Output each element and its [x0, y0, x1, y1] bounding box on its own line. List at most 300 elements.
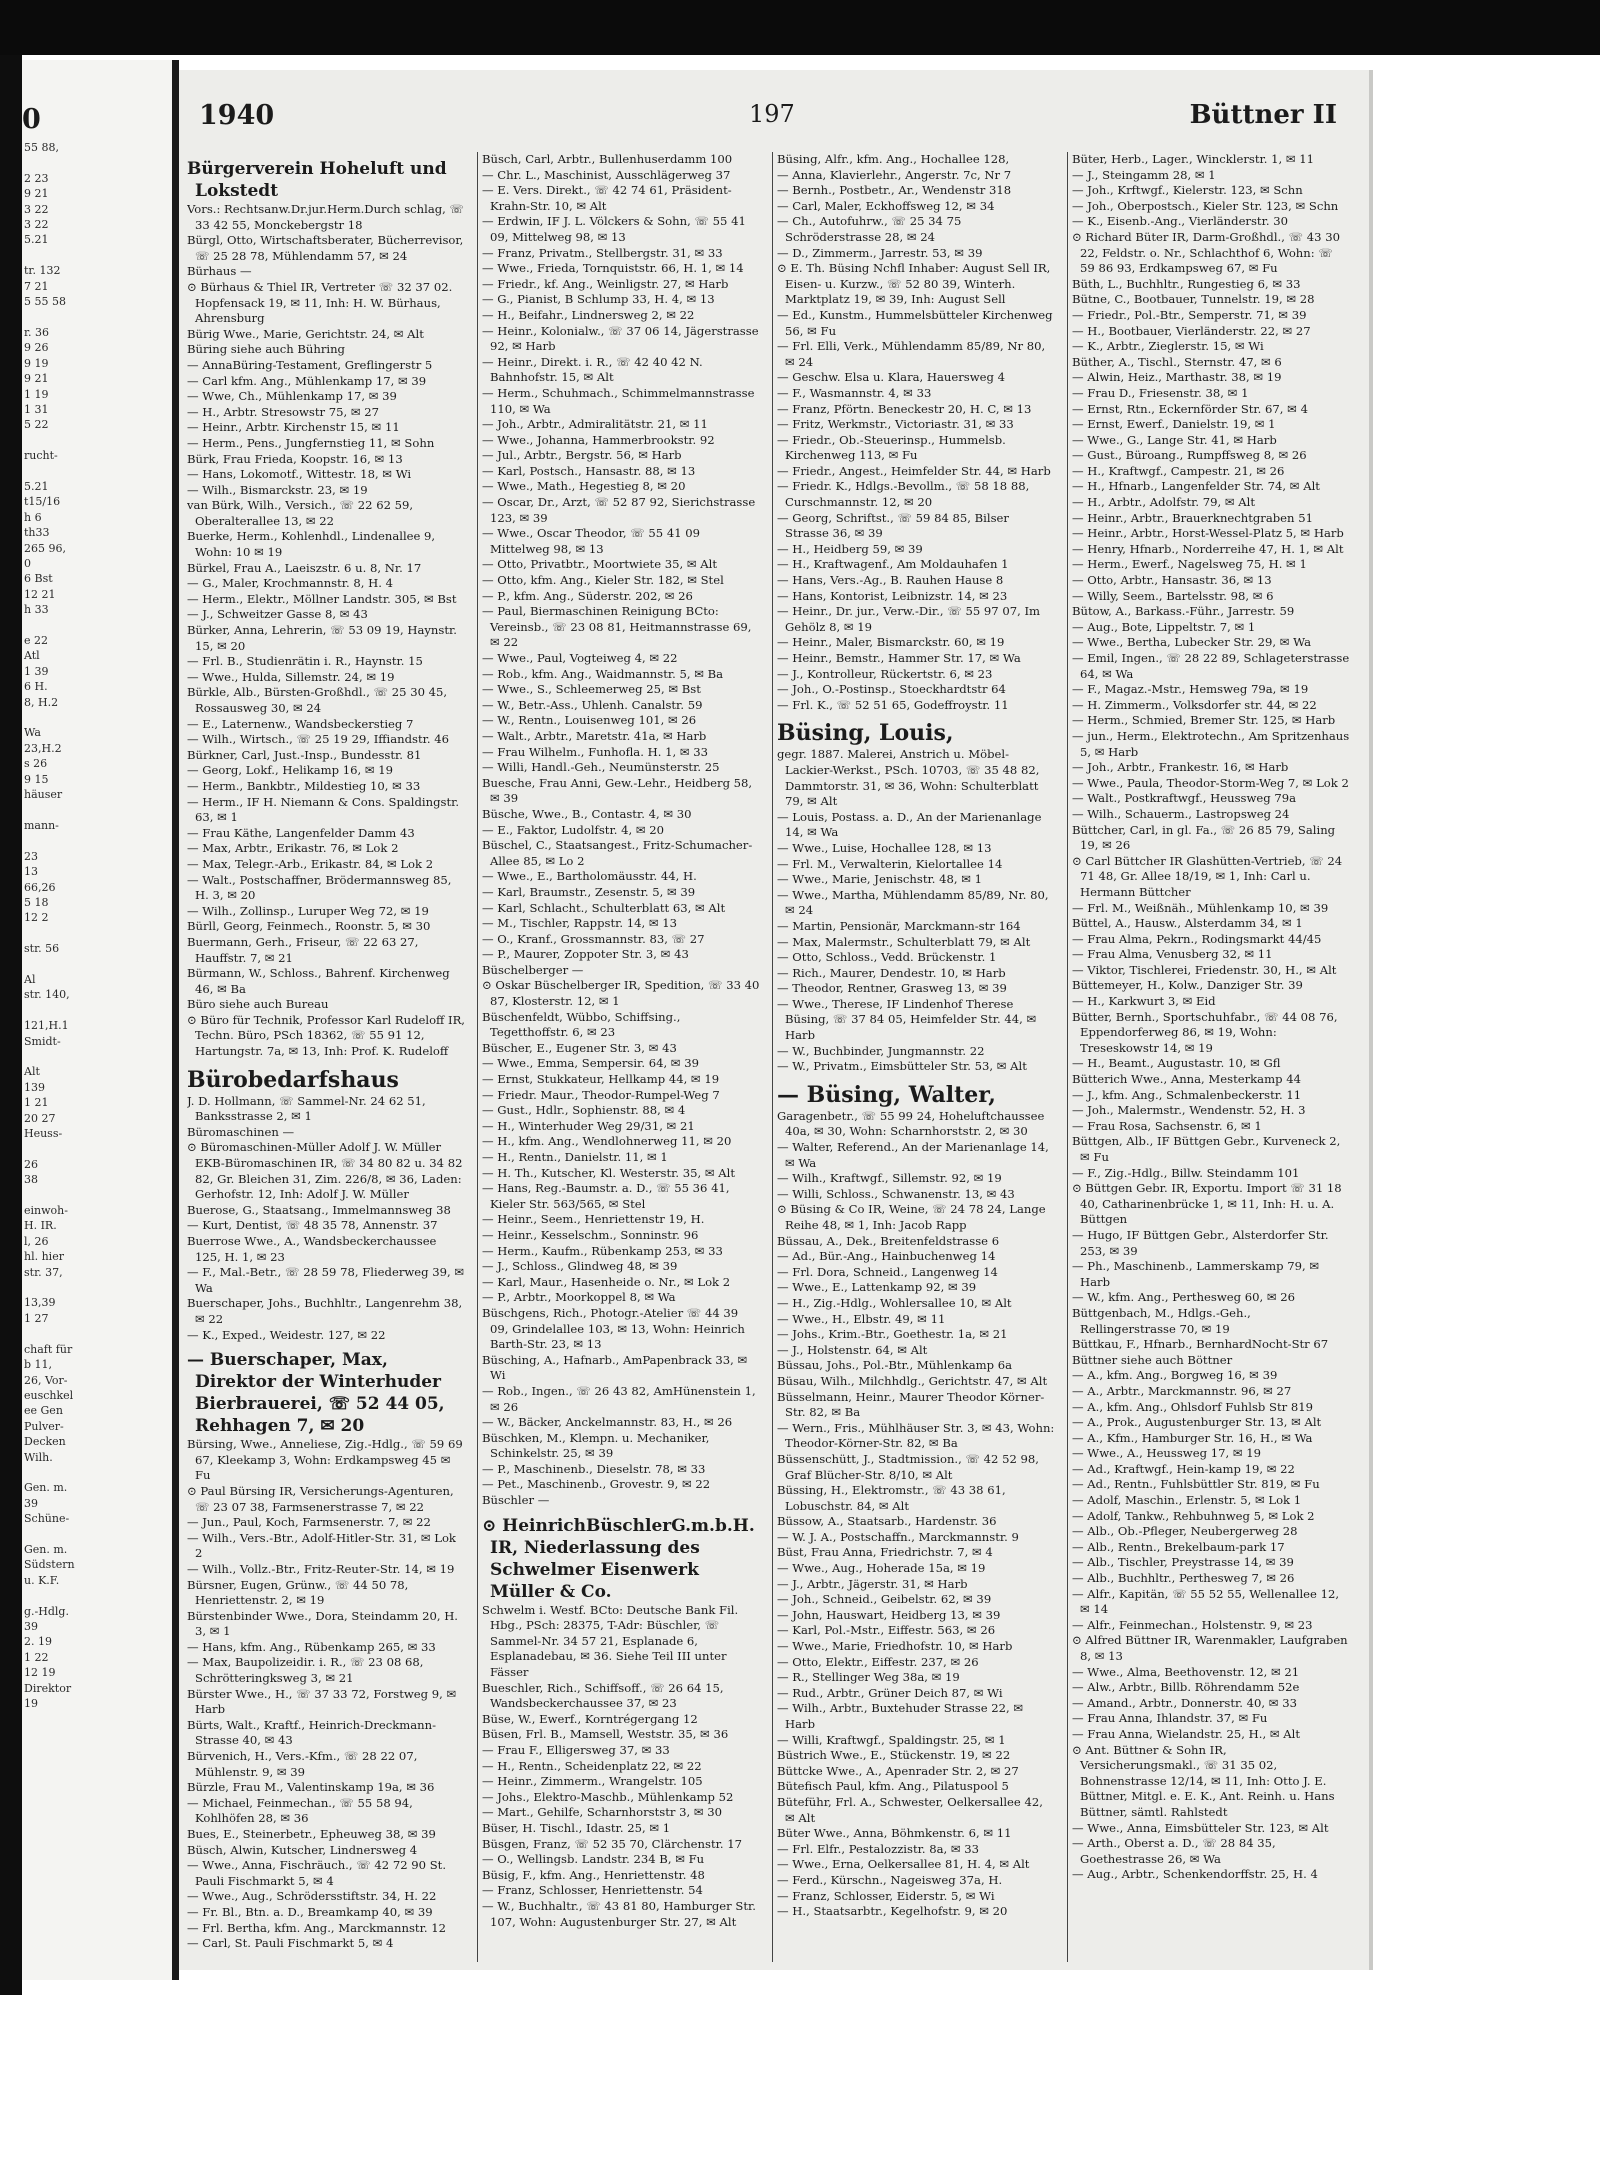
directory-entry: Büschel, C., Staatsangest., Fritz-Schumacher-Allee 85, ✉ Lo 2: [482, 838, 753, 868]
directory-entry: — H., Bootbauer, Vierländerstr. 22, ✉ 27: [1072, 323, 1311, 338]
previous-page-fragment: 9 19: [24, 356, 49, 370]
directory-entry: — Wilh., Wirtsch., ☏ 25 19 29, Iffiandstr. 46: [187, 732, 450, 747]
column-2: [482, 152, 760, 1962]
directory-entry: — Alb., Buchhltr., Perthesweg 7, ✉ 26: [1072, 1571, 1295, 1586]
directory-entry: — Arth., Oberst a. D., ☏ 28 84 35, Goethestrasse 26, ✉ Wa: [1072, 1836, 1276, 1866]
directory-entry: Büstrich Wwe., E., Stückenstr. 19, ✉ 22: [777, 1748, 1011, 1763]
previous-page-fragment: r. 36: [24, 325, 50, 339]
previous-page-fragment: 9 26: [24, 341, 49, 355]
previous-page-fragment: [22, 957, 172, 972]
directory-entry: — Friedr., Ob.-Steuerinsp., Hummelsb. Kirchenweg 113, ✉ Fu: [777, 432, 1006, 463]
previous-page-fragment: [22, 309, 172, 324]
directory-entry: — Rud., Arbtr., Grüner Deich 87, ✉ Wi: [777, 1685, 1003, 1700]
directory-entry: — W., Buchhaltr., ☏ 43 81 80, Hamburger Str. 107, Wohn: Augustenburger Str. 27, ✉ Alt: [482, 1898, 756, 1929]
directory-entry: ⊙ E. Th. Büsing Nchfl Inhaber: August Sell IR, Eisen- u. Kurzw., ☏ 52 80 39, Winterh. Marktplatz 19, ✉ 39, Inh: August Sell: [777, 261, 1051, 307]
directory-entry: — Frl. K., ☏ 52 51 65, Godeffroystr. 11: [777, 697, 1009, 712]
directory-entry: — Wwe., S., Schleemerweg 25, ✉ Bst: [482, 682, 701, 697]
directory-entry: — Alwin, Heiz., Marthastr. 38, ✉ 19: [1072, 370, 1282, 385]
directory-entry: — Wilh., Vers.-Btr., Adolf-Hitler-Str. 31, ✉ Lok 2: [187, 1530, 456, 1561]
directory-entry: — Wwe., Math., Hegestieg 8, ✉ 20: [482, 479, 686, 494]
directory-entry: ⊙ Ant. Büttner & Sohn IR, Versicherungsmakl., ☏ 31 35 02, Bohnenstrasse 12/14, ✉ 11, Inh: Otto J. E. Büttner, Mitgl. e. E. K., Ant. Reinh. u. Hans Büttner, sämtl. Rahlstedt: [1072, 1742, 1335, 1819]
directory-entry: ⊙ Büro für Technik, Professor Karl Rudeloff IR, Techn. Büro, PSch 18362, ☏ 55 91 12, Hartungstr. 7a, ✉ 13, Inh: Prof. K. Rudeloff: [187, 1012, 465, 1059]
directory-entry: — Karl, Postsch., Hansastr. 88, ✉ 13: [482, 463, 696, 478]
directory-entry: Büth, L., Buchhltr., Rungestieg 6, ✉ 33: [1072, 276, 1301, 291]
directory-entry: — Wilh., Zollinsp., Luruper Weg 72, ✉ 19: [187, 903, 429, 918]
previous-page-fragment: Atl: [24, 649, 40, 663]
directory-entry: — Franz, Schlosser, Eiderstr. 5, ✉ Wi: [777, 1888, 995, 1903]
directory-entry: — Hans, Kontorist, Leibnizstr. 14, ✉ 23: [777, 588, 1008, 603]
previous-page-fragment: t15/16: [24, 495, 61, 509]
directory-entry: Büsing, Alfr., kfm. Ang., Hochallee 128,: [777, 152, 1010, 166]
directory-entry: — K., Exped., Weidestr. 127, ✉ 22: [187, 1327, 386, 1342]
directory-entry: — H., Heidberg 59, ✉ 39: [777, 541, 923, 556]
directory-entry: Buerrose Wwe., A., Wandsbeckerchaussee 125, H. 1, ✉ 23: [187, 1234, 437, 1264]
previous-page-fragment: [22, 433, 172, 448]
directory-entry: ⊙ Carl Büttcher IR Glashütten-Vertrieb, ☏ 24 71 48, Gr. Allee 18/19, ✉ 1, Inh: Carl u. Hermann Büttcher: [1072, 853, 1343, 899]
directory-entry: Bürsner, Eugen, Grünw., ☏ 44 50 78, Henriettenstr. 2, ✉ 19: [187, 1577, 409, 1608]
directory-entry: Buerose, G., Staatsang., Immelmannsweg 38: [187, 1202, 451, 1217]
directory-entry: Büschken, M., Klempn. u. Mechaniker, Schinkelstr. 25, ✉ 39: [482, 1430, 710, 1461]
directory-entry: Büssow, A., Staatsarb., Hardenstr. 36: [777, 1514, 997, 1529]
directory-entry: — Heinr., Kolonialw., ☏ 37 06 14, Jägerstrasse 92, ✉ Harb: [482, 323, 759, 354]
directory-entry: — Walter, Referend., An der Marienanlage 14, ✉ Wa: [777, 1140, 1049, 1170]
directory-entry: Bürig Wwe., Marie, Gerichtstr. 24, ✉ Alt: [187, 326, 424, 341]
directory-entry: — Frau Alma, Pekrn., Rodingsmarkt 44/45: [1072, 931, 1322, 946]
previous-page-fragment: [22, 833, 172, 848]
directory-entry: Büsching, A., Hafnarb., AmPapenbrack 33, ✉ Wi: [482, 1352, 748, 1383]
directory-entry: — Wern., Fris., Mühlhäuser Str. 3, ✉ 43, Wohn: Theodor-Körner-Str. 82, ✉ Ba: [777, 1420, 1055, 1451]
directory-entry: — Carl kfm. Ang., Mühlenkamp 17, ✉ 39: [187, 373, 427, 388]
previous-page-fragment: [22, 1326, 172, 1341]
previous-page-fragment: 265 96,: [24, 541, 66, 555]
directory-columns: [187, 152, 1357, 1962]
directory-entry: Bürmann, W., Schloss., Bahrenf. Kirchenweg 46, ✉ Ba: [187, 966, 450, 996]
previous-page-fragment: [22, 248, 172, 263]
directory-entry: — Pet., Maschinenb., Grovestr. 9, ✉ 22: [482, 1477, 711, 1492]
directory-entry: — Wilh., Schauerm., Lastropsweg 24: [1072, 806, 1290, 821]
previous-page-year: 0: [22, 104, 41, 135]
directory-entry: — Bernh., Postbetr., Ar., Wendenstr 318: [777, 183, 1012, 198]
directory-entry: Bürobedarfshaus: [187, 1066, 399, 1093]
previous-page-fragment: Smidt-: [24, 1034, 61, 1048]
directory-entry: — Oscar, Dr., Arzt, ☏ 52 87 92, Sierichstrasse 123, ✉ 39: [482, 495, 756, 525]
directory-entry: Büttcke Wwe., A., Apenrader Str. 2, ✉ 27: [777, 1763, 1019, 1778]
previous-page-fragment: Alt: [24, 1065, 40, 1079]
directory-entry: Büse, W., Ewerf., Korntrégergang 12: [482, 1711, 698, 1726]
directory-entry: — Heinr., Bemstr., Hammer Str. 17, ✉ Wa: [777, 651, 1021, 665]
directory-entry: — E., Laternenw., Wandsbeckerstieg 7: [187, 716, 414, 731]
directory-entry: — Heinr., Kesselschm., Sonninstr. 96: [482, 1227, 699, 1242]
directory-entry: — P., Arbtr., Moorkoppel 8, ✉ Wa: [482, 1290, 676, 1305]
directory-entry: — G., Maler, Krochmannstr. 8, H. 4: [187, 576, 394, 591]
scanner-left-band: [0, 55, 22, 1995]
directory-entry: — Frau Anna, Wielandstr. 25, H., ✉ Alt: [1072, 1726, 1300, 1741]
previous-page-fragment: chaft für: [24, 1342, 73, 1356]
directory-entry: Bütterich Wwe., Anna, Mesterkamp 44: [1072, 1072, 1301, 1087]
directory-entry: — Alb., Ob.-Pfleger, Neubergerweg 28: [1072, 1524, 1298, 1539]
directory-entry: Büro siehe auch Bureau: [187, 997, 329, 1012]
directory-entry: — H., Beifahr., Lindnersweg 2, ✉ 22: [482, 307, 695, 322]
directory-entry: — Franz, Schlosser, Henriettenstr. 54: [482, 1883, 703, 1898]
directory-entry: — Wwe., E., Bartholomäusstr. 44, H.: [482, 869, 697, 884]
directory-entry: — Fr. Bl., Btn. a. D., Breamkamp 40, ✉ 39: [187, 1904, 433, 1919]
directory-entry: — Joh., Schneid., Geibelstr. 62, ✉ 39: [777, 1592, 992, 1607]
directory-entry: — Alfr., Feinmechan., Holstenstr. 9, ✉ 23: [1072, 1617, 1313, 1632]
directory-entry: — Hugo, IF Büttgen Gebr., Alsterdorfer Str. 253, ✉ 39: [1072, 1227, 1329, 1258]
directory-entry: Büther, A., Tischl., Sternstr. 47, ✉ 6: [1072, 354, 1282, 369]
directory-entry: — Herm., Pens., Jungfernstieg 11, ✉ Sohn: [187, 435, 435, 450]
page-number: 197: [749, 100, 795, 128]
directory-entry: — Michael, Feinmechan., ☏ 55 58 94, Kohlhöfen 28, ✉ 36: [187, 1795, 413, 1826]
directory-entry: — Frau Käthe, Langenfelder Damm 43: [187, 825, 415, 840]
directory-entry: — Carl, St. Pauli Fischmarkt 5, ✉ 4: [187, 1936, 394, 1951]
directory-entry: Büttgen, Alb., IF Büttgen Gebr., Kurveneck 2, ✉ Fu: [1072, 1134, 1341, 1164]
directory-entry: Büssau, A., Dek., Breitenfeldstrasse 6: [777, 1233, 1000, 1248]
directory-entry: — Wwe., Bertha, Lubecker Str. 29, ✉ Wa: [1072, 635, 1312, 650]
directory-entry: — Hans, Vers.-Ag., B. Rauhen Hause 8: [777, 573, 1004, 588]
directory-entry: — H., Rentn., Scheidenplatz 22, ✉ 22: [482, 1758, 702, 1773]
directory-entry: — Wwe., Erna, Oelkersallee 81, H. 4, ✉ Alt: [777, 1857, 1030, 1872]
directory-entry: Büsselmann, Heinr., Maurer Theodor Körner-Str. 82, ✉ Ba: [777, 1389, 1045, 1420]
directory-entry: — Georg, Lokf., Helikamp 16, ✉ 19: [187, 763, 394, 778]
directory-entry: Büring siehe auch Bühring: [187, 342, 345, 357]
directory-entry: — Wwe., Johanna, Hammerbrookstr. 92: [482, 432, 715, 447]
directory-entry: — Ernst, Ewerf., Danielstr. 19, ✉ 1: [1072, 417, 1276, 432]
directory-entry: — Karl, Pol.-Mstr., Eiffestr. 563, ✉ 26: [777, 1623, 996, 1638]
directory-entry: — Frau Alma, Venusberg 32, ✉ 11: [1072, 947, 1273, 962]
directory-entry: — Wwe., Aug., Hoherade 15a, ✉ 19: [777, 1561, 986, 1576]
directory-entry: ⊙ Paul Bürsing IR, Versicherungs-Agenturen, ☏ 23 07 38, Farmsenerstrasse 7, ✉ 22: [187, 1483, 454, 1514]
previous-page-fragment: 39: [24, 1496, 38, 1510]
directory-entry: — Karl, Maur., Hasenheide o. Nr., ✉ Lok 2: [482, 1274, 731, 1289]
directory-entry: — Alb., Tischler, Preystrasse 14, ✉ 39: [1072, 1555, 1294, 1570]
directory-entry: — Wwe., Martha, Mühlendamm 85/89, Nr. 80, ✉ 24: [777, 887, 1049, 918]
directory-entry: Büssenschütt, J., Stadtmission., ☏ 42 52 98, Graf Blücher-Str. 8/10, ✉ Alt: [777, 1451, 1039, 1482]
running-head: Büttner II: [1189, 100, 1337, 130]
previous-page-fragment: 19: [24, 1697, 38, 1711]
previous-page-fragment: str. 37,: [24, 1265, 63, 1279]
directory-entry: Vors.: Rechtsanw.Dr.jur.Herm.Durch schlag, ☏ 33 42 55, Monckebergstr 18: [187, 202, 465, 232]
previous-page-fragment: 2 23: [24, 171, 49, 185]
directory-entry: Büst, Frau Anna, Friedrichstr. 7, ✉ 4: [777, 1545, 993, 1560]
directory-entry: — H. Zimmerm., Volksdorfer str. 44, ✉ 22: [1072, 697, 1317, 712]
previous-page-fragment: h 6: [24, 510, 42, 524]
directory-entry: — Joh., O.-Postinsp., Stoeckhardtstr 64: [777, 682, 1006, 697]
directory-entry: — Wwe., Anna, Eimsbütteler Str. 123, ✉ Alt: [1072, 1820, 1329, 1835]
directory-entry: — Wwe., Aug., Schrödersstiftstr. 34, H. 22: [187, 1889, 437, 1904]
previous-page-fragment: 5 18: [24, 895, 49, 909]
column-1: [187, 152, 465, 1962]
previous-page-fragment: tr. 132: [24, 264, 61, 278]
directory-entry: — Wwe., Paul, Vogteiweg 4, ✉ 22: [482, 651, 678, 665]
directory-entry: — Herm., Kaufm., Rübenkamp 253, ✉ 33: [482, 1243, 723, 1258]
directory-entry: — Wwe., Luise, Hochallee 128, ✉ 13: [777, 840, 992, 855]
directory-entry: Büsig, F., kfm. Ang., Henriettenstr. 48: [482, 1867, 705, 1882]
directory-entry: — H., Staatsarbtr., Kegelhofstr. 9, ✉ 20: [777, 1904, 1008, 1919]
book-gutter: [172, 60, 179, 1980]
previous-page-fragment: [22, 710, 172, 725]
previous-page-fragment: mann-: [24, 818, 59, 832]
directory-entry: Bürstenbinder Wwe., Dora, Steindamm 20, H. 3, ✉ 1: [187, 1608, 458, 1639]
directory-entry: — Johs., Elektro-Maschb., Mühlenkamp 52: [482, 1789, 734, 1804]
directory-entry: — Friedr., Angest., Heimfelder Str. 44, ✉ Harb: [777, 463, 1051, 478]
directory-entry: — J., Kontrolleur, Rückertstr. 6, ✉ 23: [777, 666, 993, 681]
directory-entry: — Ad., Bür.-Ang., Hainbuchenweg 14: [777, 1249, 996, 1264]
previous-page-fragment: ee Gen: [24, 1404, 63, 1418]
previous-page-fragment: 1 21: [24, 1096, 49, 1110]
previous-page-fragment: 5.21: [24, 233, 49, 247]
directory-entry: — Walt., Postkraftwgf., Heussweg 79a: [1072, 791, 1297, 806]
directory-entry: — W., Privatm., Eimsbütteler Str. 53, ✉ Alt: [777, 1059, 1027, 1074]
directory-entry: Buesche, Frau Anni, Gew.-Lehr., Heidberg 58, ✉ 39: [482, 775, 753, 806]
scanner-top-band: [0, 0, 1600, 55]
directory-entry: — W. J. A., Postschaffn., Marckmannstr. 9: [777, 1529, 1019, 1544]
directory-entry: — Adolf, Tankw., Rehbuhnweg 5, ✉ Lok 2: [1072, 1508, 1315, 1523]
directory-entry: — Frau F., Elligersweg 37, ✉ 33: [482, 1743, 670, 1757]
directory-entry: — Fritz, Werkmstr., Victoriastr. 31, ✉ 33: [777, 417, 1014, 432]
directory-entry: — E., Faktor, Ludolfstr. 4, ✉ 20: [482, 822, 664, 837]
previous-page-fragment: rucht-: [24, 449, 58, 463]
directory-entry: — Frau Wilhelm., Funhofla. H. 1, ✉ 33: [482, 744, 708, 759]
directory-entry: Büschenfeldt, Wübbo, Schiffsing., Tegetthoffstr. 6, ✉ 23: [482, 1009, 681, 1040]
directory-entry: — Walt., Arbtr., Maretstr. 41a, ✉ Harb: [482, 728, 707, 743]
directory-entry: — Max, Telegr.-Arb., Erikastr. 84, ✉ Lok 2: [187, 856, 434, 871]
directory-entry: — Hans, Lokomotf., Wittestr. 18, ✉ Wi: [187, 467, 412, 482]
previous-page-fragment: Gen. m.: [24, 1481, 68, 1495]
previous-page-fragment: H. IR.: [24, 1219, 57, 1233]
directory-entry: — Geschw. Elsa u. Klara, Hauersweg 4: [777, 370, 1006, 385]
directory-entry: — Frl. M., Verwalterin, Kielortallee 14: [777, 856, 1003, 871]
directory-entry: — H., Rentn., Danielstr. 11, ✉ 1: [482, 1150, 668, 1164]
directory-entry: — Willi, Kraftwgf., Spaldingstr. 25, ✉ 1: [777, 1732, 1006, 1747]
previous-page-fragment: 1 22: [24, 1650, 49, 1664]
directory-entry: — Frl. Elfr., Pestalozzistr. 8a, ✉ 33: [777, 1841, 980, 1856]
previous-page-fragment: 26: [24, 1157, 38, 1171]
directory-entry: — Paul, Biermaschinen Reinigung BCto: Vereinsb., ☏ 23 08 81, Heitmannstrasse 69, ✉ 22: [482, 604, 752, 650]
directory-entry: Büschgens, Rich., Photogr.-Atelier ☏ 44 39 09, Grindelallee 103, ✉ 13, Wohn: Heinrich Barth-Str. 23, ✉ 13: [482, 1305, 745, 1352]
directory-entry: — Joh., Arbtr., Admiralitätstr. 21, ✉ 11: [482, 417, 708, 432]
previous-page-fragment: Wa: [24, 726, 41, 740]
directory-entry: — AnnaBüring-Testament, Greflingerstr 5: [187, 357, 433, 372]
directory-entry: — Karl, Braumstr., Zesenstr. 5, ✉ 39: [482, 884, 696, 899]
directory-entry: Bütter, Bernh., Sportschuhfabr., ☏ 44 08 76, Eppendorferweg 86, ✉ 19, Wohn: Treseskowstr 14, ✉ 19: [1072, 1009, 1338, 1055]
directory-entry: Schwelm i. Westf. BCto: Deutsche Bank Fil. Hbg., PSch: 28375, T-Adr: Büschler, ☏ Sammel-Nr. 34 57 21, Esplanade 6, Esplanadebau, ✉ 36. Siehe Teil III unter Fässer: [482, 1602, 739, 1680]
directory-entry: — J., Schloss., Glindweg 48, ✉ 39: [482, 1259, 678, 1274]
directory-entry: — Frl. Dora, Schneid., Langenweg 14: [777, 1264, 998, 1279]
directory-entry: Büttemeyer, H., Kolw., Danziger Str. 39: [1072, 978, 1303, 993]
directory-entry: — Jun., Paul, Koch, Farmsenerstr. 7, ✉ 22: [187, 1515, 431, 1530]
directory-entry: ⊙ Alfred Büttner IR, Warenmakler, Laufgraben 8, ✉ 13: [1072, 1633, 1348, 1663]
previous-page-fragment: 9 21: [24, 187, 49, 201]
directory-entry: — Rich., Maurer, Dendestr. 10, ✉ Harb: [777, 965, 1006, 980]
directory-entry: — H., Arbtr., Adolfstr. 79, ✉ Alt: [1072, 495, 1256, 510]
directory-entry: Bürll, Georg, Feinmech., Roonstr. 5, ✉ 30: [187, 919, 431, 934]
directory-entry: — Willy, Seem., Bartelsstr. 98, ✉ 6: [1072, 588, 1274, 603]
directory-entry: — Wwe., Paula, Theodor-Storm-Weg 7, ✉ Lok 2: [1072, 775, 1349, 790]
previous-page-fragment: 12 21: [24, 587, 56, 601]
previous-page-fragment: 0: [24, 556, 31, 570]
directory-entry: Bürzle, Frau M., Valentinskamp 19a, ✉ 36: [187, 1780, 435, 1795]
previous-page-fragment: s 26: [24, 757, 48, 771]
previous-page-fragment: [22, 155, 172, 170]
directory-entry: — P., kfm. Ang., Süderstr. 202, ✉ 26: [482, 588, 693, 603]
directory-entry: Bürts, Walt., Kraftf., Heinrich-Dreckmann-Strasse 40, ✉ 43: [187, 1717, 436, 1748]
previous-page-fragment: Gen. m.: [24, 1542, 68, 1556]
previous-page-fragment: [22, 926, 172, 941]
directory-entry: ⊙ Büsing & Co IR, Weine, ☏ 24 78 24, Lange Reihe 48, ✉ 1, Inh: Jacob Rapp: [777, 1202, 1046, 1232]
directory-entry: — J., kfm. Ang., Schmalenbeckerstr. 11: [1072, 1087, 1302, 1102]
directory-entry: — Alw., Arbtr., Billb. Röhrendamm 52e: [1072, 1680, 1300, 1695]
directory-entry: Bürgl, Otto, Wirtschaftsberater, Bücherrevisor, ☏ 25 28 78, Mühlendamm 57, ✉ 24: [187, 233, 464, 263]
previous-page-fragment: einwoh-: [24, 1204, 68, 1218]
directory-entry: — Ad., Rentn., Fuhlsbüttler Str. 819, ✉ Fu: [1072, 1477, 1320, 1492]
directory-entry: — G., Pianist, B Schlump 33, H. 4, ✉ 13: [482, 292, 715, 307]
previous-page-fragment: 1 19: [24, 387, 49, 401]
directory-entry: — Heinr., Arbtr., Horst-Wessel-Platz 5, ✉ Harb: [1072, 526, 1344, 541]
directory-entry: — H., Arbtr. Stresowstr 75, ✉ 27: [187, 404, 380, 419]
previous-page-fragment: häuser: [24, 788, 63, 802]
previous-page-fragment: 26, Vor-: [24, 1373, 68, 1387]
previous-page-fragment: Heuss-: [24, 1127, 63, 1140]
previous-page-fragment: 1 27: [24, 1311, 49, 1325]
directory-entry: — Wwe, Ch., Mühlenkamp 17, ✉ 39: [187, 389, 397, 404]
previous-page-fragment: 12 19: [24, 1666, 56, 1680]
directory-entry: — Herm., Ewerf., Nagelsweg 75, H. ✉ 1: [1072, 557, 1307, 572]
directory-entry: — J., Arbtr., Jägerstr. 31, ✉ Harb: [777, 1576, 968, 1591]
directory-entry: — Otto, kfm. Ang., Kieler Str. 182, ✉ Stel: [482, 573, 724, 588]
previous-page-fragment: 55 88,: [24, 141, 59, 154]
previous-page-fragment: [22, 1588, 172, 1603]
previous-page-fragment: e 22: [24, 634, 49, 647]
directory-entry: — Chr. L., Maschinist, Ausschlägerweg 37: [482, 167, 731, 182]
directory-entry: Bütow, A., Barkass.-Führ., Jarrestr. 59: [1072, 604, 1295, 619]
directory-entry: — Büsing, Walter,: [777, 1081, 996, 1108]
previous-page-fragment: th33: [24, 526, 50, 540]
directory-entry: — H., Beamt., Augustastr. 10, ✉ Gfl: [1072, 1056, 1281, 1071]
previous-page-fragment: 12 2: [24, 911, 49, 925]
directory-entry: — Ferd., Kürschn., Nageisweg 37a, H.: [777, 1872, 1003, 1887]
previous-page-fragment: [22, 618, 172, 633]
directory-entry: — K., Eisenb.-Ang., Vierländerstr. 30: [1072, 214, 1288, 229]
directory-entry: — Ph., Maschinenb., Lammerskamp 79, ✉ Harb: [1072, 1259, 1320, 1289]
directory-entry: — John, Hauswart, Heidberg 13, ✉ 39: [777, 1607, 1001, 1622]
previous-page-fragment: 139: [24, 1080, 45, 1094]
directory-entry: — F., Zig.-Hdlg., Billw. Steindamm 101: [1072, 1165, 1300, 1180]
directory-entry: — F., Wasmannstr. 4, ✉ 33: [777, 385, 932, 400]
directory-entry: — Amand., Arbtr., Donnerstr. 40, ✉ 33: [1072, 1695, 1297, 1710]
directory-entry: — Herm., IF H. Niemann & Cons. Spaldingstr. 63, ✉ 1: [187, 794, 460, 825]
directory-entry: — Heinr., Arbtr. Kirchenstr 15, ✉ 11: [187, 420, 400, 435]
previous-page-fragment: [22, 1049, 172, 1064]
directory-entry: Büter, Herb., Lager., Wincklerstr. 1, ✉ 11: [1072, 152, 1315, 166]
previous-page-fragment: 3 22: [24, 218, 49, 232]
directory-entry: J. D. Hollmann, ☏ Sammel-Nr. 24 62 51, Banksstrasse 2, ✉ 1: [187, 1093, 426, 1124]
directory-entry: — H., Kraftwgf., Campestr. 21, ✉ 26: [1072, 463, 1285, 478]
directory-entry: — E. Vers. Direkt., ☏ 42 74 61, Präsident-Krahn-Str. 10, ✉ Alt: [482, 183, 732, 213]
previous-page-fragment: u. K.F.: [24, 1573, 60, 1587]
directory-entry: — Walt., Postschaffner, Brödermannsweg 85, H. 3, ✉ 20: [187, 872, 452, 903]
directory-entry: — Anna, Klavierlehr., Angerstr. 7c, Nr 7: [777, 167, 1012, 182]
directory-entry: — D., Zimmerm., Jarrestr. 53, ✉ 39: [777, 245, 983, 260]
directory-entry: — Ad., Kraftwgf., Hein-kamp 19, ✉ 22: [1072, 1461, 1295, 1476]
directory-entry: — Franz, Privatm., Stellbergstr. 31, ✉ 33: [482, 245, 723, 260]
directory-entry: — Ernst, Stukkateur, Hellkamp 44, ✉ 19: [482, 1072, 720, 1087]
directory-entry: — J., Holstenstr. 64, ✉ Alt: [777, 1342, 928, 1357]
previous-page-fragment: 6 Bst: [24, 572, 53, 586]
directory-entry: — Ch., Autofuhrw., ☏ 25 34 75 Schröderstrasse 28, ✉ 24: [777, 214, 962, 244]
previous-page-fragment: 2. 19: [24, 1635, 52, 1649]
directory-entry: — Theodor, Rentner, Grasweg 13, ✉ 39: [777, 981, 1007, 996]
directory-entry: — Heinr., Dr. jur., Verw.-Dir., ☏ 55 97 07, Im Gehölz 8, ✉ 19: [777, 604, 1041, 634]
directory-entry: — H., Kraftwagenf., Am Moldauhafen 1: [777, 557, 1009, 572]
directory-entry: Büsau, Wilh., Milchhdlg., Gerichtstr. 47, ✉ Alt: [777, 1373, 1048, 1388]
directory-entry: — R., Stellinger Weg 38a, ✉ 19: [777, 1670, 960, 1685]
previous-page-fragment: 5 55 58: [24, 295, 66, 309]
directory-entry: — Hans, kfm. Ang., Rübenkamp 265, ✉ 33: [187, 1639, 436, 1654]
directory-entry: Bürster Wwe., H., ☏ 37 33 72, Forstweg 9, ✉ Harb: [187, 1686, 457, 1717]
directory-entry: — Otto, Arbtr., Hansastr. 36, ✉ 13: [1072, 573, 1272, 588]
directory-entry: — Joh., Malermstr., Wendenstr. 52, H. 3: [1072, 1103, 1306, 1118]
previous-page-fragment: [22, 1465, 172, 1480]
directory-entry: — Friedr. Maur., Theodor-Rumpel-Weg 7: [482, 1087, 720, 1102]
directory-entry: ⊙ Richard Büter IR, Darm-Großhdl., ☏ 43 30 22, Feldstr. o. Nr., Schlachthof 6, Wohn: ☏ 59 86 93, Erdkampsweg 67, ✉ Fu: [1072, 229, 1340, 276]
directory-entry: Buerke, Herm., Kohlenhdl., Lindenallee 9, Wohn: 10 ✉ 19: [187, 529, 436, 560]
previous-page-fragment: 1 39: [24, 664, 49, 678]
previous-page-fragment: 23: [24, 849, 38, 863]
directory-entry: — Wwe., Alma, Beethovenstr. 12, ✉ 21: [1072, 1664, 1300, 1679]
directory-entry: — A., Prok., Augustenburger Str. 13, ✉ Alt: [1072, 1415, 1322, 1430]
directory-entry: Büsch, Carl, Arbtr., Bullenhuserdamm 100: [482, 152, 733, 166]
previous-page-fragment: h 33: [24, 603, 49, 617]
directory-entry: — Otto, Elektr., Eiffestr. 237, ✉ 26: [777, 1654, 979, 1669]
directory-entry: — J., Steingamm 28, ✉ 1: [1072, 167, 1216, 182]
directory-entry: Büsgen, Franz, ☏ 52 35 70, Clärchenstr. 17: [482, 1836, 743, 1851]
directory-entry: Büttner siehe auch Böttner: [1072, 1352, 1233, 1367]
directory-entry: — Hans, Reg.-Baumstr. a. D., ☏ 55 36 41, Kieler Str. 563/565, ✉ Stel: [482, 1181, 730, 1211]
directory-entry: — Viktor, Tischlerei, Friedenstr. 30, H., ✉ Alt: [1072, 962, 1337, 977]
previous-page-fragment: [22, 464, 172, 479]
directory-entry: — Ed., Kunstm., Hummelsbütteler Kirchenweg 56, ✉ Fu: [777, 307, 1053, 338]
directory-entry: — Wwe., Emma, Sempersir. 64, ✉ 39: [482, 1056, 699, 1071]
directory-entry: van Bürk, Wilh., Versich., ☏ 22 62 59, Oberalterallee 13, ✉ 22: [187, 498, 414, 528]
directory-entry: — Joh., Arbtr., Frankestr. 16, ✉ Harb: [1072, 760, 1289, 775]
previous-page-fragment: 6 H.: [24, 680, 48, 694]
directory-entry: — A., Kfm., Hamburger Str. 16, H., ✉ Wa: [1072, 1430, 1313, 1445]
directory-entry: Bürvenich, H., Vers.-Kfm., ☏ 28 22 07, Mühlenstr. 9, ✉ 39: [187, 1749, 418, 1779]
previous-page-fragment: [22, 802, 172, 817]
directory-entry: — Frl. M., Weißnäh., Mühlenkamp 10, ✉ 39: [1072, 900, 1329, 915]
directory-entry: — Alb., Rentn., Brekelbaum-park 17: [1072, 1539, 1285, 1554]
directory-entry: — P., Maurer, Zoppoter Str. 3, ✉ 43: [482, 947, 689, 962]
directory-entry: ⊙ Büttgen Gebr. IR, Exportu. Import ☏ 31 18 40, Catharinenbrücke 1, ✉ 11, Inh: H. u. A. Büttgen: [1072, 1181, 1342, 1227]
directory-entry: — Frau Rosa, Sachsenstr. 6, ✉ 1: [1072, 1118, 1262, 1133]
directory-entry: Garagenbetr., ☏ 55 99 24, Hoheluftchaussee 40a, ✉ 30, Wohn: Scharnhorststr. 2, ✉ 30: [777, 1108, 1045, 1139]
directory-entry: — Johs., Krim.-Btr., Goethestr. 1a, ✉ 21: [777, 1327, 1008, 1342]
directory-entry: — F., Mal.-Betr., ☏ 28 59 78, Fliederweg 39, ✉ Wa: [187, 1265, 465, 1295]
directory-entry: — W., kfm. Ang., Perthesweg 60, ✉ 26: [1072, 1290, 1296, 1305]
directory-entry: — Franz, Pförtn. Beneckestr 20, H. C, ✉ 13: [777, 401, 1032, 416]
directory-entry: Büssing, H., Elektromstr., ☏ 43 38 61, Lobuschstr. 84, ✉ Alt: [777, 1483, 1006, 1513]
directory-entry: — Martin, Pensionär, Marckmann-str 164: [777, 918, 1021, 933]
directory-entry: — Herm., Elektr., Möllner Landstr. 305, ✉ Bst: [187, 591, 457, 606]
previous-page-fragment: 66,26: [24, 880, 56, 894]
directory-entry: — Rob., kfm. Ang., Waidmannstr. 5, ✉ Ba: [482, 666, 724, 681]
directory-entry: Bürgerverein Hoheluft und Lokstedt: [187, 159, 447, 201]
directory-entry: Büsch, Alwin, Kutscher, Lindnersweg 4: [187, 1842, 418, 1857]
directory-entry: — Wwe., Oscar Theodor, ☏ 55 41 09 Mittelweg 98, ✉ 13: [482, 526, 701, 556]
previous-page-fragment: Direktor: [24, 1681, 72, 1695]
directory-entry: — Wwe., Marie, Friedhofstr. 10, ✉ Harb: [777, 1639, 1013, 1654]
